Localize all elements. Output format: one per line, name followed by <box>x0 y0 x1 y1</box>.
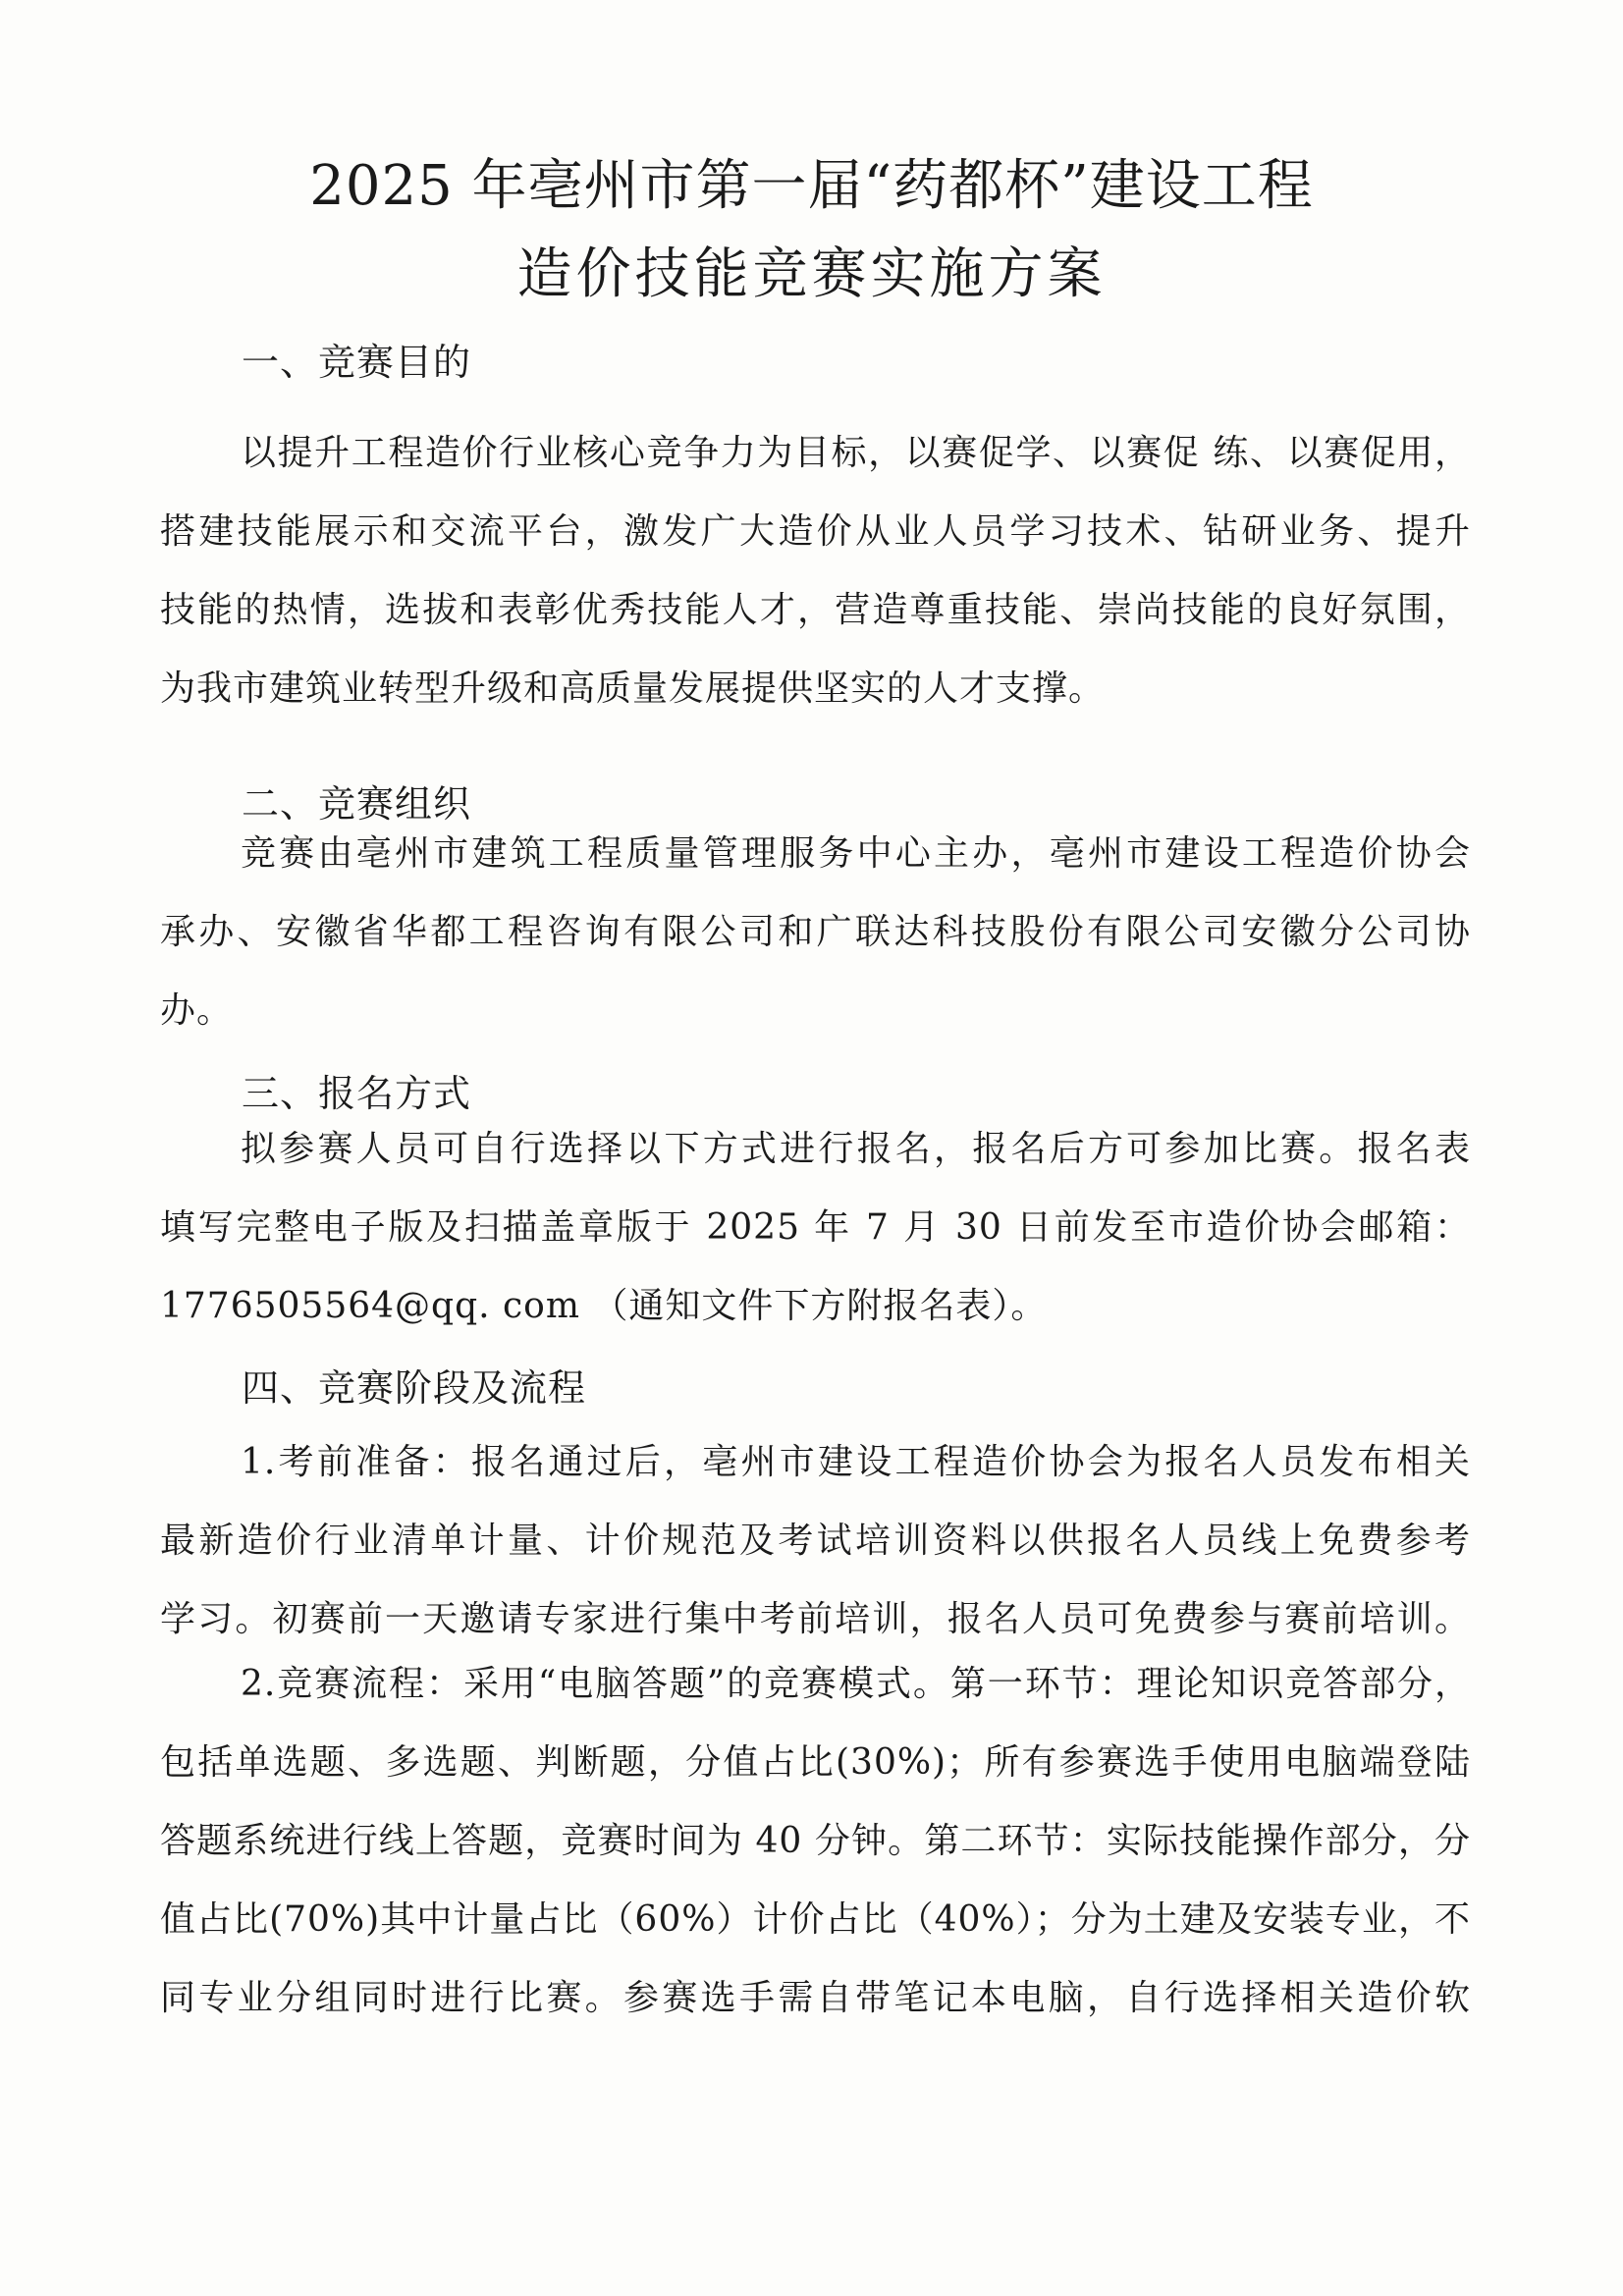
paragraph-line: 办。 <box>160 990 234 1031</box>
section-heading-organization: 二、竞赛组织 <box>242 782 472 826</box>
paragraph-line: 为我市建筑业转型升级和高质量发展提供坚实的人才支撑。 <box>160 668 1106 709</box>
paragraph-line: 同专业分组同时进行比赛。参赛选手需自带笔记本电脑，自行选择相关造价软 <box>160 1978 1471 2018</box>
paragraph-organization <box>160 815 1471 1050</box>
section-heading-stages: 四、竞赛阶段及流程 <box>242 1366 587 1410</box>
paragraph-line: 1776505564@qq. com （通知文件下方附报名表）。 <box>160 1286 1048 1326</box>
paragraph-line: 以提升工程造价行业核心竞争力为目标，以赛促学、以赛促 练、以赛促用， <box>241 433 1471 473</box>
section-heading-registration: 三、报名方式 <box>242 1072 472 1115</box>
paragraph-line: 技能的热情，选拔和表彰优秀技能人才，营造尊重技能、崇尚技能的良好氛围， <box>160 590 1471 630</box>
document-title-line-1: 2025 年亳州市第一届“药都杯”建设工程 <box>309 154 1314 218</box>
paragraph-line: 答题系统进行线上答题，竞赛时间为 40 分钟。第二环节：实际技能操作部分，分 <box>160 1821 1471 1861</box>
paragraph-competition-process <box>160 1645 1471 2038</box>
paragraph-line: 包括单选题、多选题、判断题，分值占比(30%)；所有参赛选手使用电脑端登陆 <box>160 1742 1471 1783</box>
paragraph-preparation <box>160 1423 1471 1659</box>
paragraph-line: 2.竞赛流程：采用“电脑答题”的竞赛模式。第一环节：理论知识竞答部分， <box>241 1664 1471 1704</box>
paragraph-line: 承办、安徽省华都工程咨询有限公司和广联达科技股份有限公司安徽分公司协 <box>160 912 1471 952</box>
paragraph-line: 填写完整电子版及扫描盖章版于 2025 年 7 月 30 日前发至市造价协会邮箱： <box>160 1207 1471 1248</box>
paragraph-line: 竞赛由亳州市建筑工程质量管理服务中心主办，亳州市建设工程造价协会 <box>241 833 1471 874</box>
paragraph-line: 拟参赛人员可自行选择以下方式进行报名，报名后方可参加比赛。报名表 <box>241 1129 1471 1169</box>
section-heading-purpose: 一、竞赛目的 <box>242 341 472 384</box>
paragraph-purpose <box>160 414 1471 728</box>
paragraph-line: 最新造价行业清单计量、计价规范及考试培训资料以供报名人员线上免费参考 <box>160 1521 1471 1561</box>
paragraph-registration <box>160 1110 1471 1346</box>
paragraph-line: 搭建技能展示和交流平台，激发广大造价从业人员学习技术、钻研业务、提升 <box>160 511 1471 552</box>
paragraph-line: 1.考前准备：报名通过后，亳州市建设工程造价协会为报名人员发布相关 <box>241 1442 1471 1482</box>
document-title-line-2: 造价技能竞赛实施方案 <box>516 242 1107 306</box>
paragraph-line: 学习。初赛前一天邀请专家进行集中考前培训，报名人员可免费参与赛前培训。 <box>160 1599 1471 1639</box>
paragraph-line: 值占比(70%)其中计量占比（60%）计价占比（40%）；分为土建及安装专业，不 <box>160 1899 1471 1940</box>
